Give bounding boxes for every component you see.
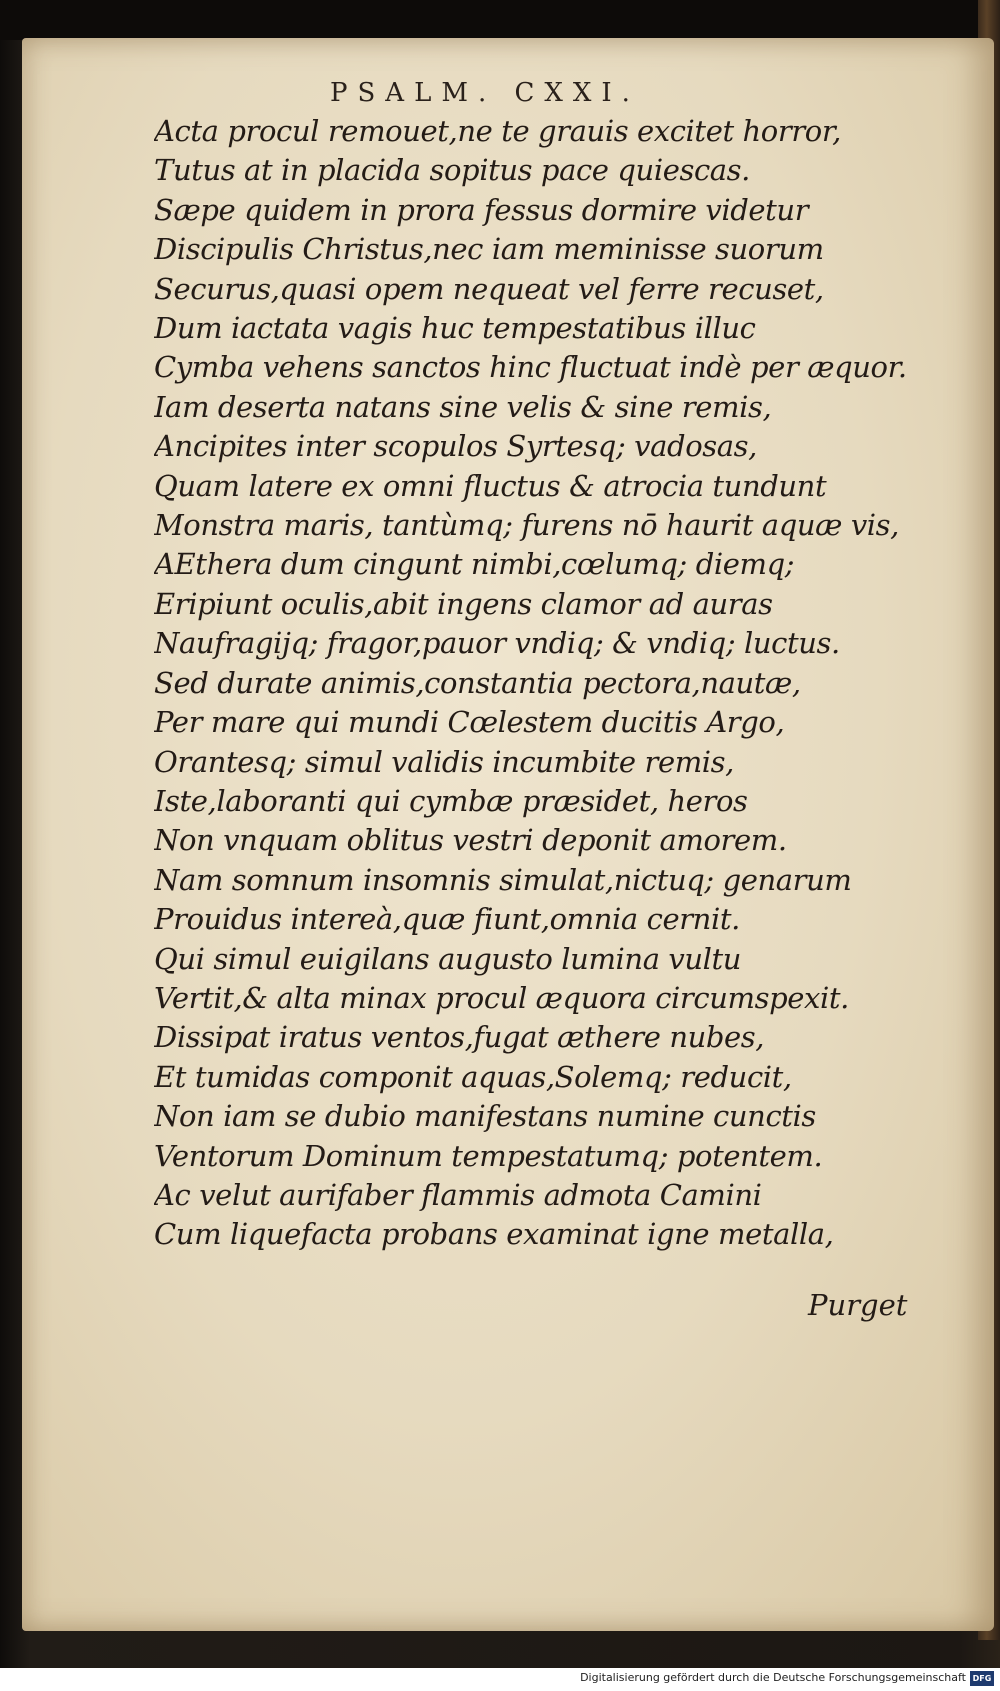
footer-credit: Digitalisierung gefördert durch die Deutsche Forschungsgemeinschaft bbox=[580, 1671, 966, 1684]
verse-line: Quam latere ex omni fluctus & atrocia tundunt bbox=[154, 468, 827, 503]
verse-line: Sed durate animis,constantia pectora,nautæ, bbox=[154, 665, 801, 700]
verse-line: Securus,quasi opem nequeat vel ferre recuset, bbox=[154, 271, 824, 306]
verse-line: Tutus at in placida sopitus pace quiescas. bbox=[154, 153, 750, 188]
verse-line: Naufragijq; fragor,pauor vndiq; & vndiq; luctus. bbox=[154, 626, 840, 661]
verse-line: Dum iactata vagis huc tempestatibus illuc bbox=[154, 311, 756, 346]
verse-line: Nam somnum insomnis simulat,nictuq; genarum bbox=[154, 862, 852, 897]
running-head: PSALM. CXXI. bbox=[330, 78, 640, 108]
verse-line: Discipulis Christus,nec iam meminisse suorum bbox=[154, 232, 824, 267]
verse-line: Non vnquam oblitus vestri deponit amorem. bbox=[154, 823, 787, 858]
catchword: Purget bbox=[808, 1288, 908, 1322]
verse-line: Eripiunt oculis,abit ingens clamor ad auras bbox=[154, 586, 773, 621]
verse-line: Prouidus intereà,quæ fiunt,omnia cernit. bbox=[154, 902, 740, 937]
verse-line: Iste,laboranti qui cymbæ præsidet, heros bbox=[154, 783, 748, 818]
verse-line: Et tumidas componit aquas,Solemq; reducit, bbox=[154, 1059, 792, 1094]
verse-line: Monstra maris, tantùmq; furens nō haurit aquæ vis, bbox=[154, 508, 899, 543]
verse-line: Non iam se dubio manifestans numine cunctis bbox=[154, 1099, 816, 1134]
verse-line: Iam deserta natans sine velis & sine remis, bbox=[154, 389, 772, 424]
verse-line: Sæpe quidem in prora fessus dormire videtur bbox=[154, 192, 809, 227]
verse-line: Ancipites inter scopulos Syrtesq; vadosas, bbox=[154, 429, 757, 464]
dfg-logo: DFG bbox=[970, 1671, 994, 1686]
verse-block bbox=[154, 112, 914, 1255]
verse-line: Cymba vehens sanctos hinc fluctuat indè per æquor. bbox=[154, 350, 907, 385]
verse-line: Per mare qui mundi Cœlestem ducitis Argo, bbox=[154, 705, 785, 740]
verse-line: Ac velut aurifaber flammis admota Camini bbox=[154, 1177, 762, 1212]
verse-line: Acta procul remouet,ne te grauis excitet horror, bbox=[154, 114, 841, 148]
verse-line: Vertit,& alta minax procul æquora circumspexit. bbox=[154, 980, 849, 1015]
verse-line: AEthera dum cingunt nimbi,cœlumq; diemq; bbox=[154, 547, 795, 582]
verse-line: Ventorum Dominum tempestatumq; potentem. bbox=[154, 1138, 823, 1173]
scan-top-strip bbox=[0, 0, 1000, 40]
verse-line: Qui simul euigilans augusto lumina vultu bbox=[154, 941, 742, 976]
verse-line: Dissipat iratus ventos,fugat æthere nubes, bbox=[154, 1020, 765, 1055]
verse-line: Orantesq; simul validis incumbite remis, bbox=[154, 744, 734, 779]
verse-line: Cum liquefacta probans examinat igne metalla, bbox=[154, 1217, 834, 1252]
footer-bar bbox=[0, 1668, 1000, 1691]
